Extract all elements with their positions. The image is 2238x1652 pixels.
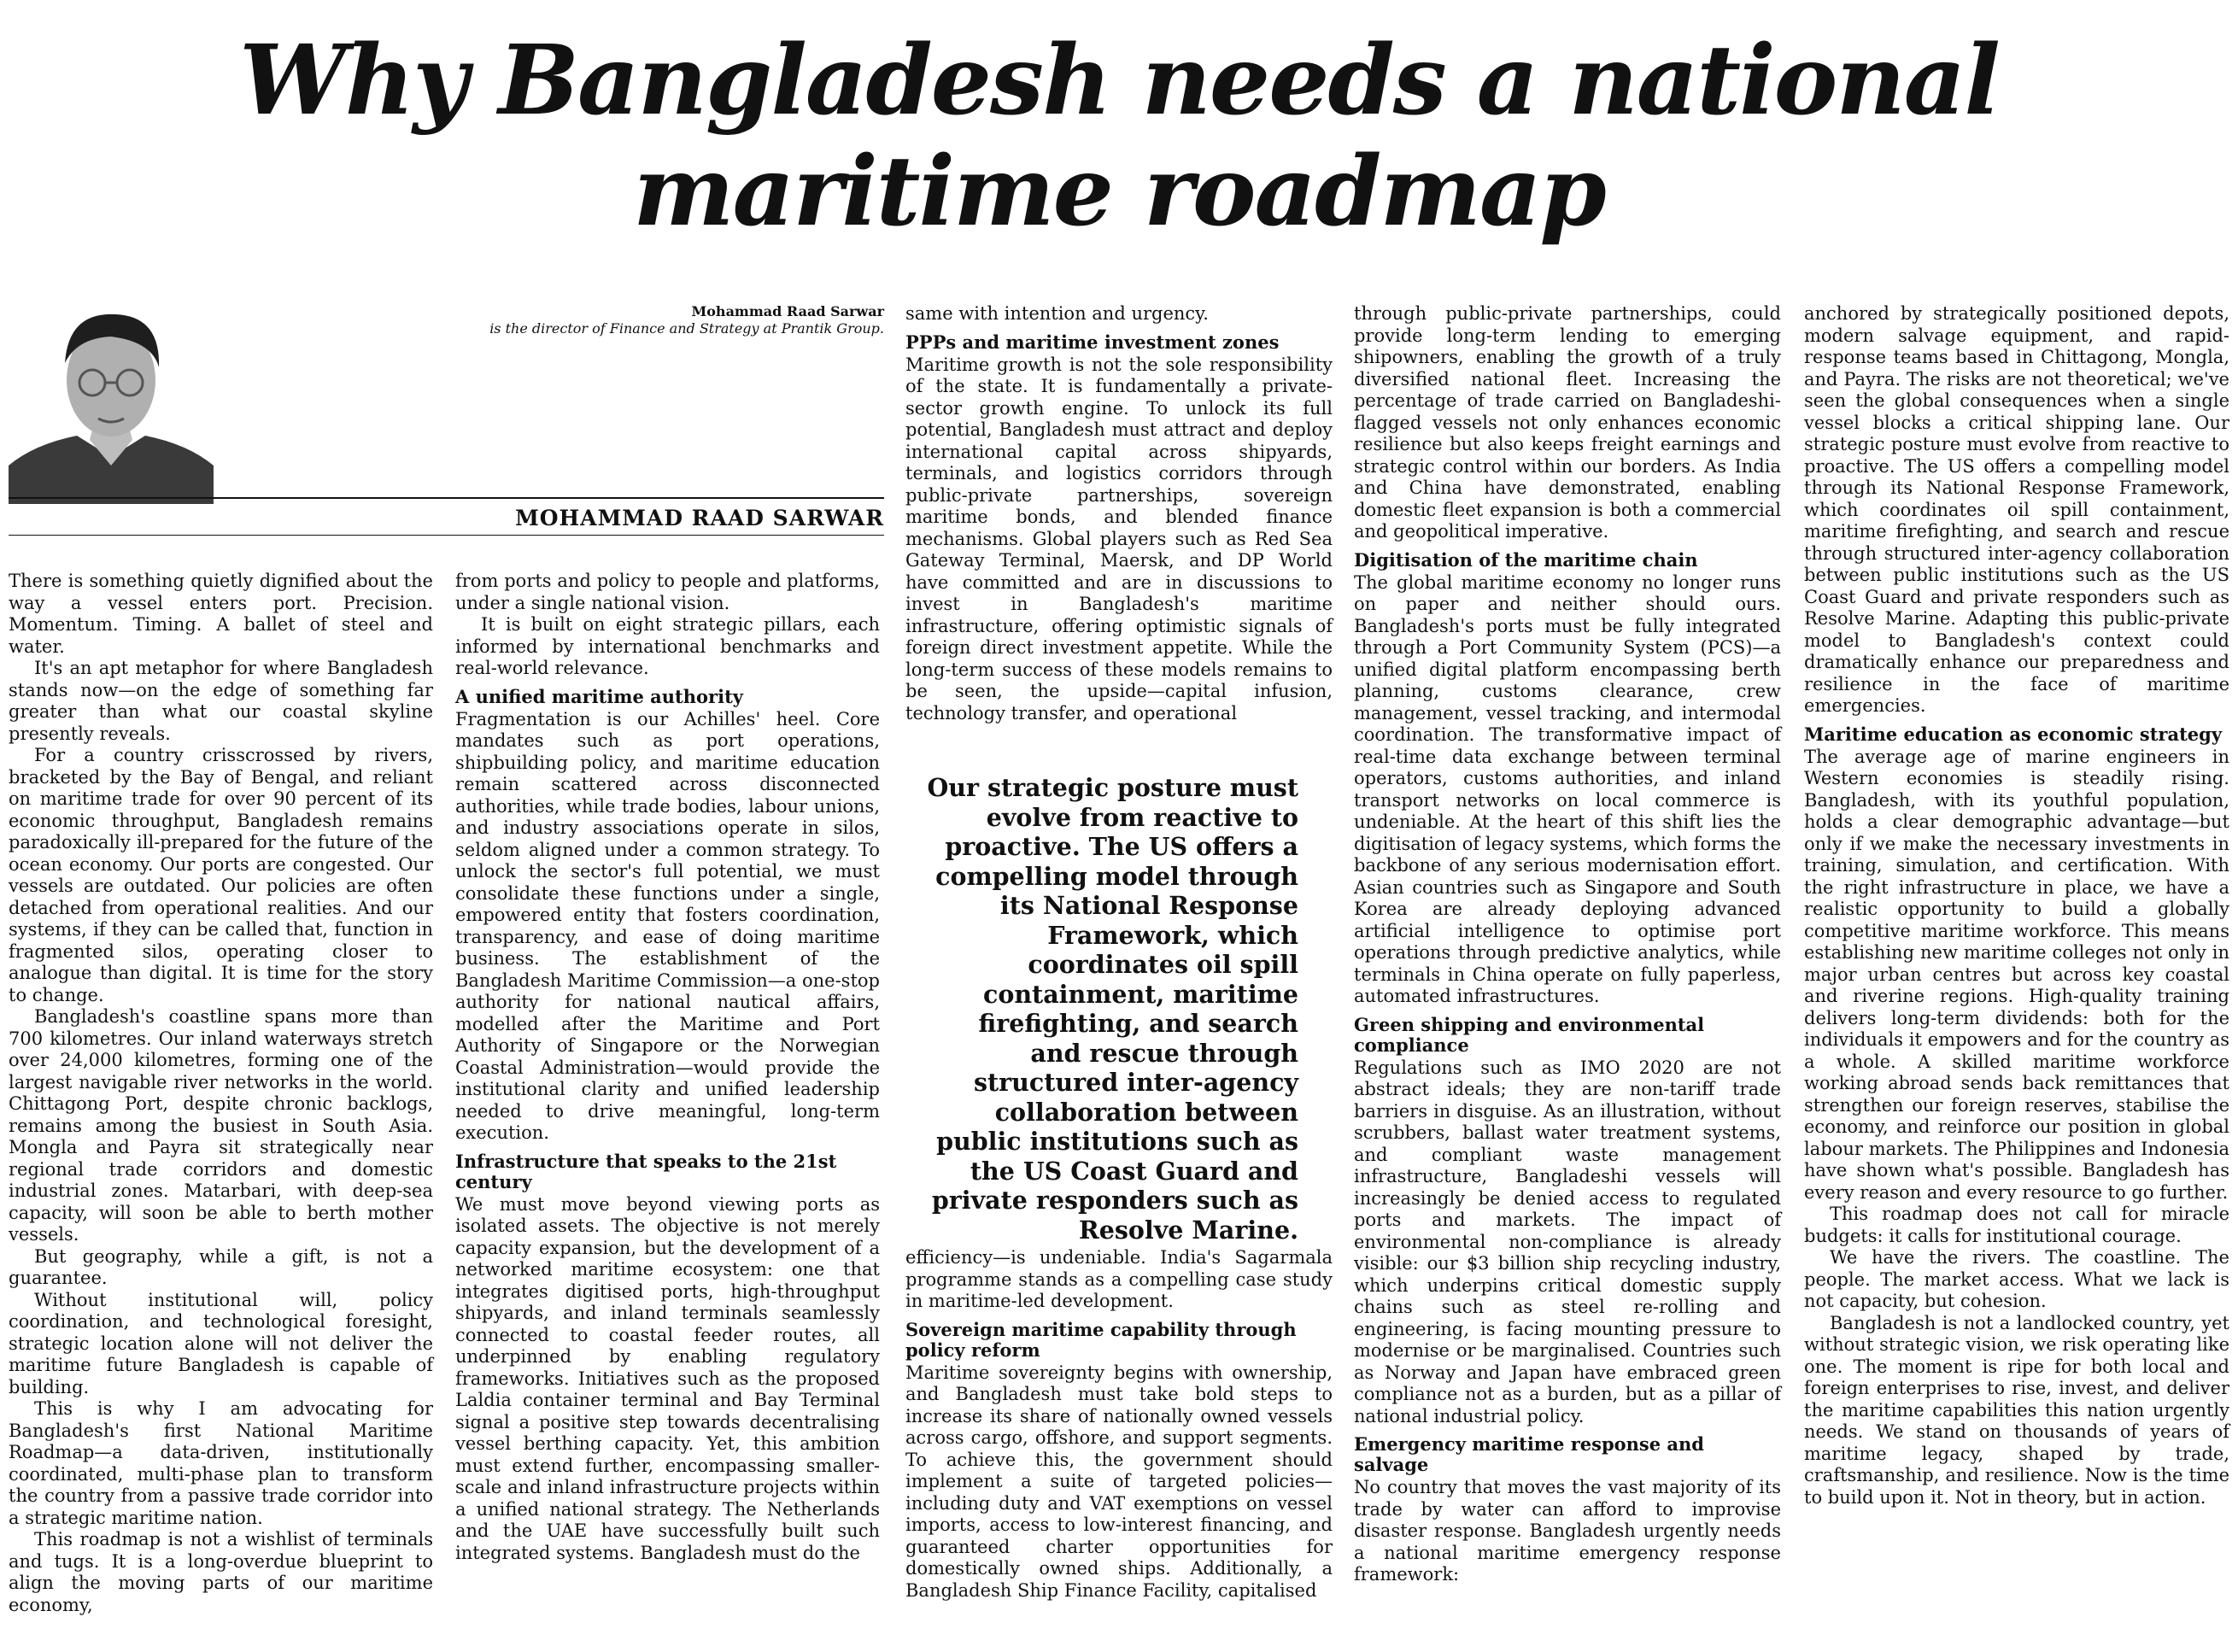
author-photo bbox=[9, 282, 214, 504]
top-rule bbox=[9, 497, 884, 499]
column-4 bbox=[1354, 303, 1781, 1586]
byline-block bbox=[444, 303, 884, 337]
pull-quote: Our strategic posture must evolve from reactive to proactive. The US offers a compelling model through its National Response Framework, which coordinates oil spill containment, maritime firefighting, and search and rescue through structured inter-agency collaboration between public institutions such as the US Coast Guard and private responders such as Resolve Marine. bbox=[927, 773, 1298, 1245]
paragraph: through public-private partnerships, could provide long-term lending to emerging shipowners, enabling the growth of a truly diversified national fleet. Increasing the percentage of trade carried on Bangladeshi-flagged vessels not only enhances economic resilience but also keeps freight earnings and strategic control within our borders. As India and China have demonstrated, enabling domestic fleet expansion is both a commercial and geopolitical imperative. bbox=[1354, 303, 1781, 542]
section-heading: Maritime education as economic strategy bbox=[1804, 723, 2223, 745]
paragraph: Regulations such as IMO 2020 are not abstract ideals; they are non-tariff trade barriers in disguise. As an illustration, without scrubbers, ballast water treatment systems, and compliant waste management infrastructure, Bangladeshi vessels will increasingly be denied access to regulated ports and markets. The impact of environmental non-compliance is already visible: our $3 billion ship recycling industry, which underpins critical domestic supply chains such as steel re-rolling and engineering, is facing mounting pressure to modernise or be marginalised. Countries such as Norway and Japan have embraced green compliance not as a burden, but as a pillar of national industrial policy. bbox=[1354, 1057, 1781, 1426]
paragraph: anchored by strategically positioned depots, modern salvage equipment, and rapid-response teams based in Chittagong, Mongla, and Payra. The risks are not theoretical; we've seen the global consequences when a single vessel blocks a critical shipping lane. Our strategic posture must evolve from reactive to proactive. The US offers a compelling model through its National Response Framework, which coordinates oil spill containment, maritime firefighting, and search and rescue through structured inter-agency collaboration between public institutions such as the US Coast Guard and private responders such as Resolve Marine. Adapting this public-private model to Bangladesh's context could dramatically enhance our preparedness and resilience in the face of maritime emergencies. bbox=[1804, 303, 2229, 716]
paragraph: The global maritime economy no longer runs on paper and neither should ours. Bangladesh's ports must be fully integrated through a Port Community System (PCS)—a unified digital platform encompassing berth planning, customs clearance, crew management, vessel tracking, and intermodal coordination. The transformative impact of real-time data exchange between terminal operators, customs authorities, and inland transport networks on local commerce is undeniable. At the heart of this shift lies the digitisation of legacy systems, which forms the backbone of any serious modernisation effort. Asian countries such as Singapore and South Korea are already deploying advanced artificial intelligence to optimise port operations through predictive analytics, while terminals in China operate on fully paperless, automated infrastructures. bbox=[1354, 571, 1781, 1006]
column-1 bbox=[9, 571, 433, 1616]
paragraph: But geography, while a gift, is not a guarantee. bbox=[9, 1245, 433, 1288]
paragraph: Fragmentation is our Achilles' heel. Core mandates such as port operations, shipbuilding policy, and maritime education remain scattered across disconnected authorities, while trade bodies, labour unions, and industry associations operate in silos, seldom aligned under a common strategy. To unlock the sector's full potential, we must consolidate these functions under a single, empowered entity that fosters coordination, transparency, and ease of doing maritime business. The establishment of the Bangladesh Maritime Commission—a one-stop authority for national nautical affairs, modelled after the Maritime and Port Authority of Singapore or the Norwegian Coastal Administration—would provide the institutional clarity and unified leadership needed to drive meaningful, long-term execution. bbox=[455, 708, 880, 1143]
paragraph: There is something quietly dignified about the way a vessel enters port. Precision. Momentum. Timing. A ballet of steel and water. bbox=[9, 571, 433, 657]
headline-line-2: maritime roadmap bbox=[633, 136, 1605, 248]
section-heading: A unified maritime authority bbox=[455, 685, 743, 707]
paragraph: For a country crisscrossed by rivers, bracketed by the Bay of Bengal, and reliant on maritime trade for over 90 percent of its economic throughput, Bangladesh remains paradoxically ill-prepared for the future of the ocean economy. Our ports are congested. Our vessels are outdated. Our policies are often detached from operational realities. And our systems, if they can be called that, function in fragmented silos, operating closer to analogue than digital. It is time for the story to change. bbox=[9, 745, 433, 1005]
paragraph: The average age of marine engineers in Western economies is steadily rising. Bangladesh, with its youthful population, holds a clear demographic advantage—but only if we make the necessary investments in training, simulation, and certification. With the right infrastructure in place, we have a realistic opportunity to build a globally competitive maritime workforce. This means establishing new maritime colleges not only in major urban centres but across key coastal and riverine regions. High-quality training delivers long-term dividends: both for the individuals it empowers and for the country as a whole. A skilled maritime workforce working abroad sends back remittances that strengthen our foreign reserves, stabilise the economy, and reinforce our position in global labour markets. The Philippines and Indonesia have shown what's possible. Bangladesh has every reason and every resource to go further. bbox=[1804, 746, 2229, 1203]
paragraph: from ports and policy to people and platforms, under a single national vision. bbox=[455, 571, 880, 613]
section-heading: PPPs and maritime investment zones bbox=[905, 331, 1280, 353]
section-heading: Sovereign maritime capability through policy reform bbox=[905, 1318, 1297, 1361]
paragraph: It is built on eight strategic pillars, each informed by international benchmarks and real-world relevance. bbox=[455, 614, 880, 678]
author-name-caps: MOHAMMAD RAAD SARWAR bbox=[515, 506, 884, 530]
headline bbox=[0, 26, 2238, 248]
paragraph: No country that moves the vast majority of its trade by water can afford to improvise disaster response. Bangladesh urgently needs a national maritime emergency response framework: bbox=[1354, 1477, 1781, 1585]
paragraph: We have the rivers. The coastline. The people. The market access. What we lack is not capacity, but cohesion. bbox=[1804, 1247, 2229, 1311]
paragraph: Maritime sovereignty begins with ownership, and Bangladesh must take bold steps to increase its share of nationally owned vessels across cargo, offshore, and support segments. To achieve this, the government should implement a suite of targeted policies—including duty and VAT exemptions on vessel imports, access to low-interest financing, and guaranteed charter opportunities for domestically owned ships. Additionally, a Bangladesh Ship Finance Facility, capitalised bbox=[905, 1362, 1333, 1601]
paragraph: This is why I am advocating for Bangladesh's first National Maritime Roadmap—a data-driven, institutionally coordinated, multi-phase plan to transform the country from a passive trade corridor into a strategic maritime nation. bbox=[9, 1398, 433, 1528]
paragraph: efficiency—is undeniable. India's Sagarmala programme stands as a compelling case study in maritime-led development. bbox=[905, 1247, 1333, 1311]
paragraph: We must move beyond viewing ports as isolated assets. The objective is not merely capacity expansion, but the development of a networked maritime ecosystem: one that integrates digitised ports, high-throughput shipyards, and inland terminals seamlessly connected to coastal feeder routes, all underpinned by enabling regulatory frameworks. Initiatives such as the proposed Laldia container terminal and Bay Terminal signal a positive step towards decentralising vessel berthing capacity. Yet, this ambition must extend further, encompassing smaller-scale and inland infrastructure projects within a unified national strategy. The Netherlands and the UAE have successfully built such integrated systems. Bangladesh must do the bbox=[455, 1193, 880, 1563]
section-heading: Emergency maritime response and salvage bbox=[1354, 1433, 1704, 1475]
column-3-top bbox=[905, 303, 1333, 724]
column-5 bbox=[1804, 303, 2229, 1508]
paragraph: It's an apt metaphor for where Bangladesh stands now—on the edge of something far greater than what our coastal skyline presently reveals. bbox=[9, 658, 433, 744]
paragraph: This roadmap is not a wishlist of terminals and tugs. It is a long-overdue blueprint to align the moving parts of our maritime economy, bbox=[9, 1529, 433, 1615]
bottom-rule bbox=[9, 535, 884, 536]
byline-title: is the director of Finance and Strategy at Prantik Group. bbox=[489, 320, 884, 337]
paragraph: Bangladesh's coastline spans more than 700 kilometres. Our inland waterways stretch over 24,000 kilometres, forming one of the largest navigable river networks in the world. Chittagong Port, despite chronic backlogs, remains among the busiest in South Asia. Mongla and Payra sit strategically near regional trade corridors and domestic industrial zones. Matarbari, with deep-sea capacity, will soon be able to berth mother vessels. bbox=[9, 1006, 433, 1245]
paragraph: Bangladesh is not a landlocked country, yet without strategic vision, we risk operating like one. The moment is ripe for both local and foreign enterprises to rise, invest, and deliver the maritime capabilities this nation urgently needs. We stand on thousands of years of maritime legacy, shaped by trade, craftsmanship, and resilience. Now is the time to build upon it. Not in theory, but in action. bbox=[1804, 1312, 2229, 1508]
column-3-bottom bbox=[905, 1247, 1333, 1602]
paragraph: same with intention and urgency. bbox=[905, 303, 1209, 324]
author-portrait-icon bbox=[9, 282, 214, 504]
column-2 bbox=[455, 571, 880, 1564]
paragraph: Without institutional will, policy coordination, and technological foresight, strategic location alone will not deliver the maritime future Bangladesh is capable of building. bbox=[9, 1289, 433, 1397]
section-heading: Digitisation of the maritime chain bbox=[1354, 548, 1698, 571]
section-heading: Infrastructure that speaks to the 21st century bbox=[455, 1150, 837, 1192]
byline-name: Mohammad Raad Sarwar bbox=[691, 303, 884, 319]
headline-line-1: Why Bangladesh needs a national bbox=[239, 25, 1999, 137]
paragraph: Maritime growth is not the sole responsibility of the state. It is fundamentally a private-sector growth engine. To unlock its full potential, Bangladesh must attract and deploy international capital across shipyards, terminals, and logistics corridors through public-private partnerships, sovereign maritime bonds, and blended finance mechanisms. Global players such as Red Sea Gateway Terminal, Maersk, and DP World have committed and are in discussions to invest in Bangladesh's maritime infrastructure, offering optimistic signals of foreign direct investment appetite. While the long-term success of these models remains to be seen, the upside—capital infusion, technology transfer, and operational bbox=[905, 354, 1333, 723]
paragraph: This roadmap does not call for miracle budgets: it calls for institutional courage. bbox=[1804, 1204, 2229, 1246]
section-heading: Green shipping and environmental compliance bbox=[1354, 1013, 1705, 1056]
